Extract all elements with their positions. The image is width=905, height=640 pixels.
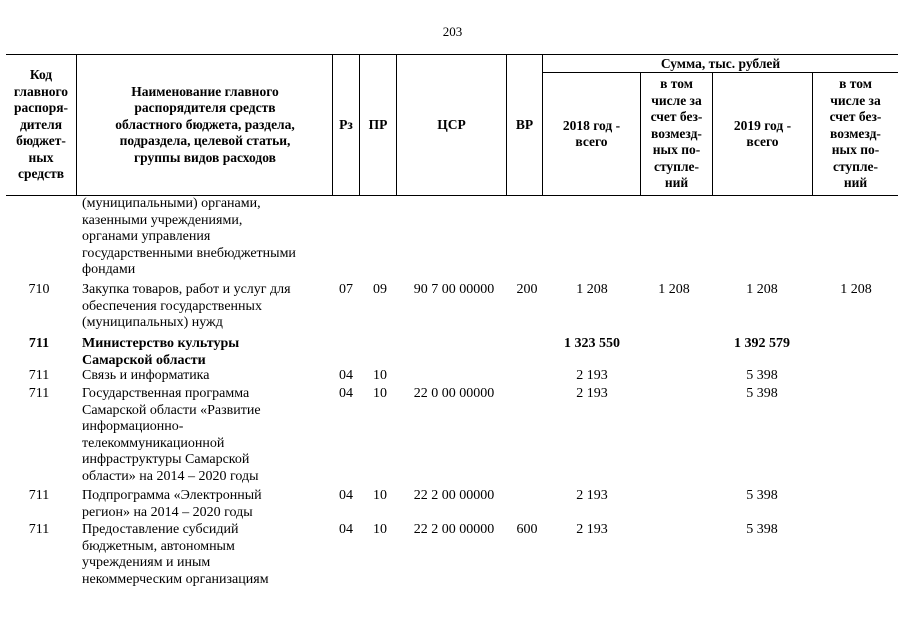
cell-csr: 90 7 00 00000 — [413, 282, 495, 297]
cell-code: 711 — [28, 368, 50, 383]
cell-vr: 200 — [516, 282, 538, 297]
cell-rz: 07 — [339, 282, 353, 297]
cell-rz: 04 — [339, 386, 353, 401]
cell-2019-total: 5 398 — [746, 488, 778, 503]
cell-2018-total: 1 323 550 — [564, 336, 620, 351]
header-csr: ЦСР — [437, 116, 466, 132]
cell-rz: 04 — [339, 488, 353, 503]
header-2018-grants: в том числе за счет без- возмезд- ных по- ступле- ний — [650, 76, 703, 191]
cell-2019-grants: 1 208 — [840, 282, 872, 297]
cell-name: Подпрограмма «Электронный регион» на 2014 – 2020 годы — [82, 488, 262, 520]
cell-2018-total: 2 193 — [576, 386, 608, 401]
cell-2018-grants: 1 208 — [658, 282, 690, 297]
cell-name: Государственная программа Самарской области «Развитие информационно- телекоммуникационной инфраструктуры Самарской области» на 2014 – 2020 годы — [82, 386, 261, 484]
header-vr: ВР — [515, 116, 534, 132]
header-2019-grants: в том числе за счет без- возмезд- ных по- ступле- ний — [829, 76, 882, 191]
header-code: Код главного распоря- дителя бюджет- ных средств — [13, 67, 69, 182]
cell-code: 711 — [28, 386, 50, 401]
cell-2019-total: 5 398 — [746, 386, 778, 401]
cell-2018-total: 2 193 — [576, 368, 608, 383]
header-rz: Рз — [339, 116, 353, 132]
cell-pr: 10 — [373, 488, 387, 503]
header-2019-total: 2019 год - всего — [733, 117, 792, 149]
cell-name: Закупка товаров, работ и услуг для обеспечения государственных (муниципальных) нужд — [82, 282, 291, 330]
cell-code: 711 — [28, 336, 50, 351]
table-header — [6, 54, 898, 196]
header-name: Наименование главного распорядителя средств областного бюджета, раздела, подраздела, целевой статьи, группы видов расходов — [115, 83, 295, 165]
cell-2019-total: 5 398 — [746, 368, 778, 383]
cell-2019-total: 1 208 — [746, 282, 778, 297]
cell-csr: 22 0 00 00000 — [413, 386, 495, 401]
cell-pr: 09 — [373, 282, 387, 297]
page-number: 203 — [442, 24, 463, 39]
cell-csr: 22 2 00 00000 — [413, 522, 495, 537]
cell-code: 710 — [28, 282, 50, 297]
cell-2018-total: 2 193 — [576, 488, 608, 503]
cell-rz: 04 — [339, 522, 353, 537]
header-sum: Сумма, тыс. рублей — [660, 55, 781, 71]
header-2018-total: 2018 год - всего — [562, 117, 621, 149]
header-divider — [76, 55, 77, 195]
cell-2018-total: 1 208 — [576, 282, 608, 297]
cell-name: Связь и информатика — [82, 368, 210, 383]
cell-name: Министерство культуры Самарской области — [82, 336, 240, 368]
cell-pr: 10 — [373, 368, 387, 383]
cell-2018-total: 2 193 — [576, 522, 608, 537]
cell-csr: 22 2 00 00000 — [413, 488, 495, 503]
header-pr: ПР — [368, 116, 388, 132]
cell-2019-total: 5 398 — [746, 522, 778, 537]
cell-pr: 10 — [373, 522, 387, 537]
cell-code: 711 — [28, 522, 50, 537]
cell-vr: 600 — [516, 522, 538, 537]
cell-name: Предоставление субсидий бюджетным, автономным учреждениям и иным некоммерческим организациям — [82, 522, 269, 587]
cell-2019-total: 1 392 579 — [734, 336, 790, 351]
cell-pr: 10 — [373, 386, 387, 401]
cell-rz: 04 — [339, 368, 353, 383]
cell-name: (муниципальными) органами, казенными учреждениями, органами управления государственными внебюджетными фондами — [82, 196, 296, 277]
cell-code: 711 — [28, 488, 50, 503]
